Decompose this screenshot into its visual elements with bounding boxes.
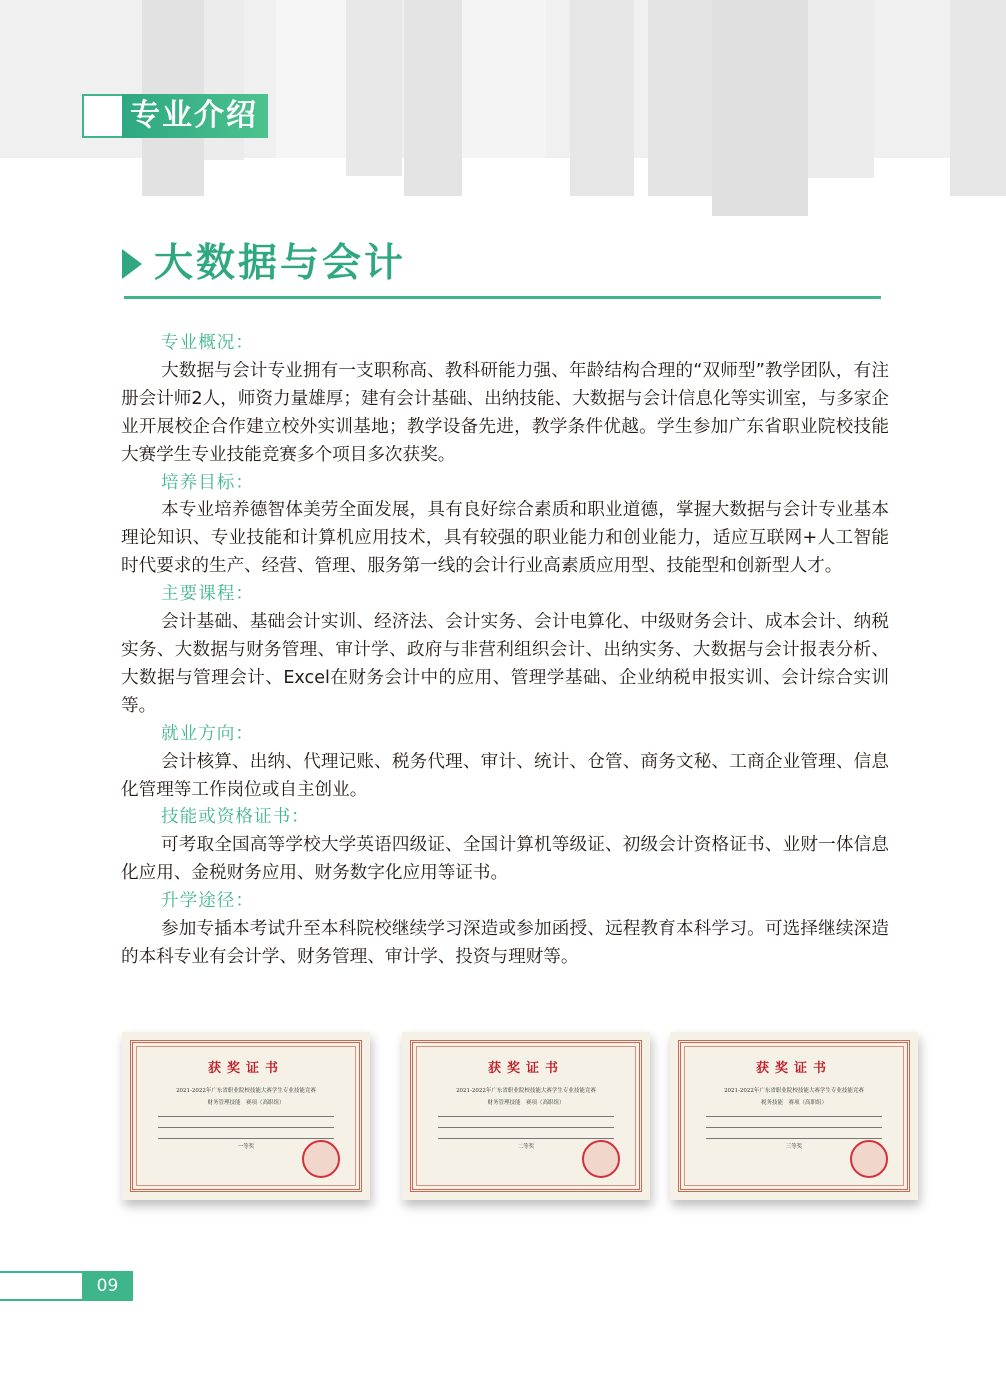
certificate-award: 一等奖 [237, 1144, 255, 1150]
section-paragraph: 会计核算、出纳、代理记账、税务代理、审计、统计、仓管、商务文秘、工商企业管理、信息化管理等工作岗位或自主创业。 [121, 751, 889, 800]
official-seal [302, 1140, 340, 1178]
section-heading: 主要课程： [161, 584, 254, 605]
official-seal [850, 1140, 888, 1178]
play-arrow-icon [122, 249, 142, 279]
section-heading: 技能或资格证书： [161, 807, 310, 828]
decor-strip [950, 0, 1006, 196]
section-header-label [82, 94, 268, 138]
decor-strip [648, 0, 712, 196]
section-paragraph: 大数据与会计专业拥有一支职称高、教科研能力强、年龄结构合理的“双师型”教学团队，有注册会计师2人，师资力量雄厚；建有会计基础、出纳技能、大数据与会计信息化等实训室，与多家企业开展校企合作建立校外实训基地；教学设备先进，教学条件优越。学生参加广东省职业院校技能大赛学生专业技能竞赛多个项目多次获奖。 [121, 360, 889, 465]
title-divider [124, 296, 881, 299]
decor-strip [570, 0, 634, 196]
header-label-text: 专业介绍 [122, 94, 268, 138]
page-title [122, 240, 406, 288]
page-title-text: 大数据与会计 [154, 241, 407, 286]
section-goals [121, 470, 889, 582]
certificate-subtitle: 2021-2022年广东省职业院校技能大赛学生专业技能竞赛 [176, 1088, 316, 1094]
section-heading: 专业概况： [161, 333, 254, 353]
certificate-title: 获奖证书 [487, 1061, 564, 1076]
section-courses [121, 581, 889, 721]
decor-strip [276, 0, 346, 158]
certificate-award: 三等奖 [785, 1144, 803, 1150]
section-paragraph: 会计基础、基础会计实训、经济法、会计实务、会计电算化、中级财务会计、成本会计、纳税实务、大数据与财务管理、审计学、政府与非营利组织会计、出纳实务、大数据与会计报表分析、大数据与管理会计、Excel在财务会计中的应用、管理学基础、企业纳税申报实训、会计综合实训等。 [121, 612, 889, 716]
section-paragraph: 本专业培养德智体美劳全面发展，具有良好综合素质和职业道德，掌握大数据与会计专业基本理论知识、专业技能和计算机应用技术，具有较强的职业能力和创业能力，适应互联网+人工智能时代要求的生产、经营、管理、服务第一线的会计行业高素质应用型、技能型和创新型人才。 [121, 500, 889, 577]
certificate-award: 二等奖 [517, 1144, 535, 1150]
official-seal [582, 1140, 620, 1178]
section-heading: 培养目标： [161, 472, 254, 493]
certificate-title: 获奖证书 [207, 1061, 284, 1076]
certificate-subtitle: 2021-2022年广东省职业院校技能大赛学生专业技能竞赛 [724, 1088, 864, 1094]
section-paragraph: 参加专插本考试升至本科院校继续学习深造或参加函授、远程教育本科学习。可选择继续深造的本科专业有会计学、财务管理、审计学、投资与理财等。 [121, 919, 889, 967]
decor-strip [808, 0, 874, 178]
article-body [121, 330, 889, 972]
section-employment [121, 721, 889, 805]
certificate-event: 财务管理技能 赛项（高职组） [487, 1100, 565, 1106]
decor-strip [404, 0, 462, 196]
award-certificate-image [122, 1032, 370, 1200]
certificate-event: 财务管理技能 赛项（高职组） [207, 1100, 285, 1106]
award-certificate-image [670, 1032, 918, 1200]
certificate-title: 获奖证书 [755, 1061, 832, 1076]
decor-strip [712, 0, 808, 216]
section-further-study [121, 888, 889, 972]
award-certificates [122, 1032, 908, 1202]
certificate-event: 税务技能 赛项（高职组） [760, 1100, 827, 1106]
page-number-bar [0, 1271, 82, 1301]
section-heading: 升学途径： [161, 891, 254, 912]
section-overview [121, 330, 889, 470]
decor-strip [462, 0, 546, 158]
section-paragraph: 可考取全国高等学校大学英语四级证、全国计算机等级证、初级会计资格证书、业财一体信息化应用、金税财务应用、财务数字化应用等证书。 [121, 835, 889, 884]
header-label-box [82, 94, 122, 138]
award-certificate-image [402, 1032, 650, 1200]
page-number: 09 [82, 1271, 133, 1301]
decor-strip [346, 0, 402, 176]
section-certificates [121, 804, 889, 888]
certificate-subtitle: 2021-2022年广东省职业院校技能大赛学生专业技能竞赛 [456, 1088, 596, 1094]
section-heading: 就业方向： [161, 723, 254, 744]
